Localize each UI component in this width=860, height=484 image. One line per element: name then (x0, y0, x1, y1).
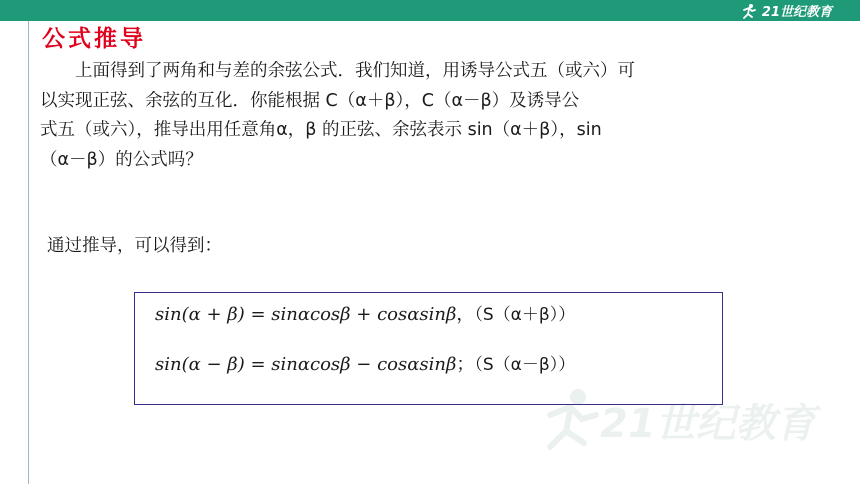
brand-logo-text: 21世纪教育 (761, 5, 832, 20)
formula-equals: = (244, 304, 272, 325)
header-bar (0, 0, 860, 21)
formula-lhs: sin(α − β) (155, 354, 245, 375)
result-intro: 通过推导，可以得到： (47, 236, 222, 256)
formula-rhs: sinαcosβ + cosαsinβ (271, 304, 457, 325)
paragraph-line: （α－β）的公式吗？ (40, 149, 203, 170)
paragraph-line: 式五（或六），推导出用任意角α，β 的正弦、余弦表示 sin（α＋β），sin (40, 120, 602, 140)
formula-tag: （S（α＋β）） (474, 305, 576, 325)
formula-equals: = (244, 354, 272, 375)
watermark-text: 21世纪教育 (600, 401, 816, 447)
formula-separator: ， (456, 304, 475, 325)
runner-icon (740, 3, 758, 19)
formula-lhs: sin(α + β) (155, 304, 245, 325)
slide-title: 公式推导 (42, 25, 146, 52)
formula-sin-sum (155, 300, 575, 326)
intro-paragraph (40, 57, 830, 175)
formula-separator: ； (456, 354, 475, 375)
formula-sin-diff (155, 350, 575, 376)
paragraph-line: 以实现正弦、余弦的互化．你能根据 C（α＋β），C（α－β）及诱导公 (40, 90, 580, 111)
brand-logo (740, 2, 832, 19)
formula-tag: （S（α－β）） (474, 355, 576, 375)
formula-rhs: sinαcosβ − cosαsinβ (271, 354, 457, 375)
paragraph-line: 上面得到了两角和与差的余弦公式．我们知道，用诱导公式五（或六）可 (75, 61, 635, 81)
left-divider (28, 21, 29, 484)
